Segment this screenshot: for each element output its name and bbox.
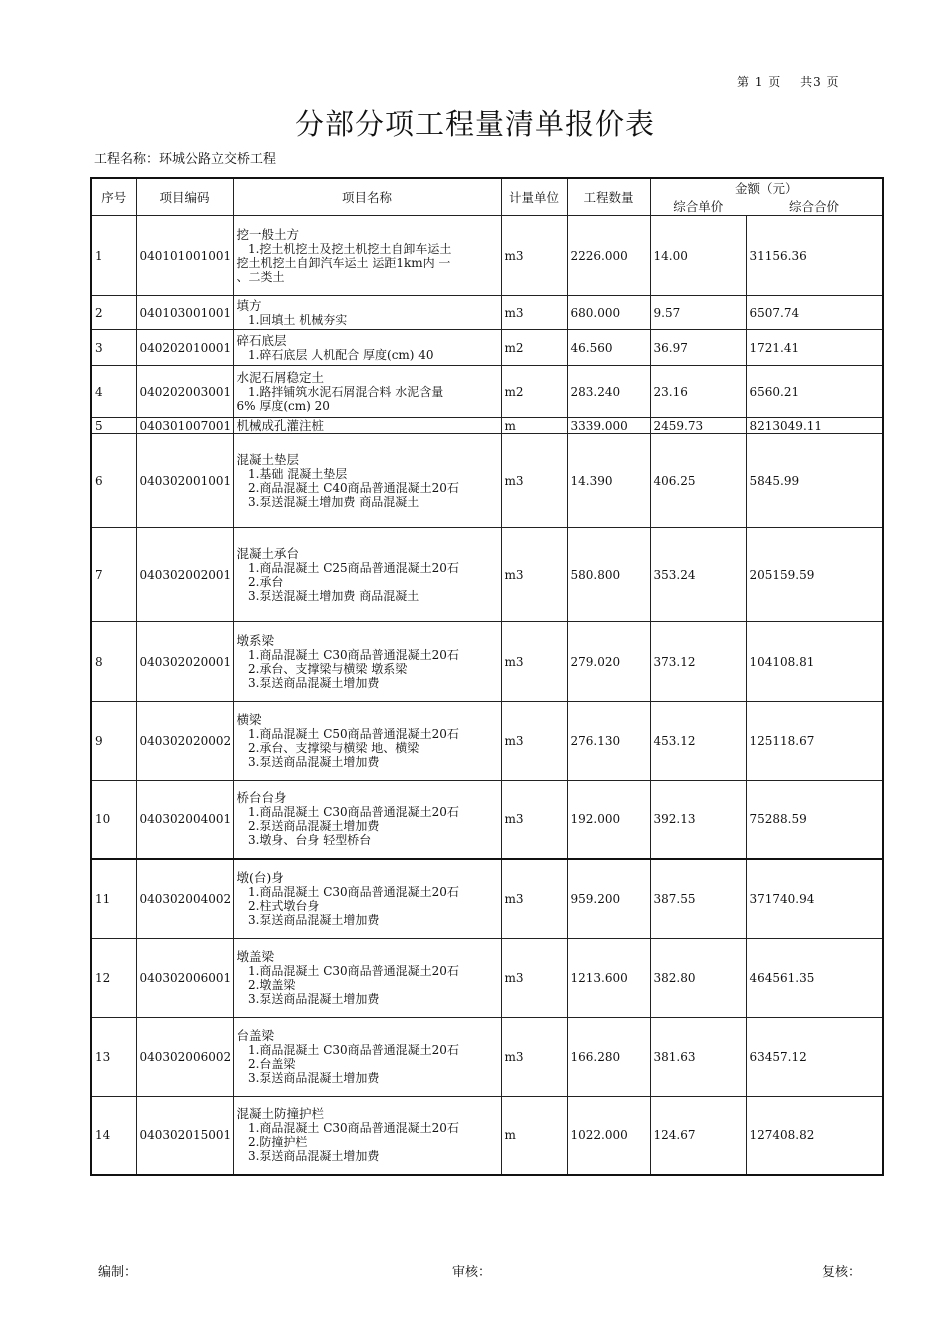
row-item-title: 墩系梁	[236, 632, 275, 648]
row-seq: 12	[91, 939, 136, 1018]
row-qty: 3339.000	[567, 418, 650, 434]
row-qty: 46.560	[567, 330, 650, 366]
row-item-name	[233, 296, 501, 330]
row-item-title: 台盖梁	[236, 1028, 275, 1043]
row-item-description: 1.挖土机挖土及挖土机挖土自卸车运土 挖土机挖土自卸汽车运土 运距1km内 一 、二类土	[236, 241, 452, 284]
table-row	[91, 622, 883, 702]
row-unit: m	[501, 418, 567, 434]
row-item-description: 1.商品混凝土 C30商品普通混凝土20石 2.防撞护栏 3.泵送商品混凝土增加费	[247, 1121, 459, 1164]
table-row	[91, 216, 883, 296]
header-row	[91, 178, 883, 197]
row-seq: 8	[91, 622, 136, 702]
row-item-description: 1.商品混凝土 C25商品普通混凝土20石 2.承台 3.泵送混凝土增加费 商品混凝土	[247, 560, 459, 603]
row-seq: 4	[91, 366, 136, 418]
row-unit-price: 373.12	[650, 622, 746, 702]
col-unit-header: 计量单位	[501, 178, 567, 216]
row-unit-price: 36.97	[650, 330, 746, 366]
row-total: 75288.59	[746, 781, 883, 859]
row-item-name	[233, 939, 501, 1018]
row-item-title: 填方	[236, 297, 262, 313]
row-item-title: 碎石底层	[236, 332, 287, 348]
row-seq: 1	[91, 216, 136, 296]
row-seq: 7	[91, 528, 136, 622]
row-total: 371740.94	[746, 859, 883, 939]
row-item-name	[233, 216, 501, 296]
row-code: 040302001001	[136, 434, 233, 528]
row-unit: m	[501, 1097, 567, 1175]
row-code: 040302004001	[136, 781, 233, 859]
row-unit-price: 353.24	[650, 528, 746, 622]
project-name: 工程名称：环城公路立交桥工程	[94, 152, 277, 167]
row-unit-price: 2459.73	[650, 418, 746, 434]
table-row	[91, 781, 883, 859]
row-unit-price: 23.16	[650, 366, 746, 418]
row-item-title: 墩盖梁	[236, 949, 275, 964]
row-unit: m2	[501, 330, 567, 366]
row-unit: m3	[501, 434, 567, 528]
row-item-description: 1.商品混凝土 C30商品普通混凝土20石 2.墩盖梁 3.泵送商品混凝土增加费	[247, 964, 459, 1006]
row-qty: 1213.600	[567, 939, 650, 1018]
page-current: 第 1 页	[737, 75, 782, 89]
row-qty: 166.280	[567, 1018, 650, 1097]
table-row	[91, 528, 883, 622]
row-item-title: 机械成孔灌注桩	[236, 417, 325, 433]
col-qty-header: 工程数量	[567, 178, 650, 216]
row-total: 125118.67	[746, 702, 883, 781]
row-unit-price: 381.63	[650, 1018, 746, 1097]
row-item-title: 水泥石屑稳定土	[236, 369, 325, 385]
table-row	[91, 859, 883, 939]
row-item-description: 1.路拌铺筑水泥石屑混合料 水泥含量 6% 厚度(cm) 20	[236, 384, 444, 413]
row-unit: m3	[501, 702, 567, 781]
row-item-description: 1.商品混凝土 C30商品普通混凝土20石 2.泵送商品混凝土增加费 3.墩身、台身 轻型桥台	[247, 805, 459, 848]
row-item-title: 墩(台)身	[236, 869, 284, 885]
row-total: 8213049.11	[746, 418, 883, 434]
col-total-header: 综合合价	[746, 197, 883, 216]
row-unit-price: 9.57	[650, 296, 746, 330]
row-qty: 279.020	[567, 622, 650, 702]
row-item-description: 1.商品混凝土 C30商品普通混凝土20石 2.承台、支撑梁与横梁 墩系梁 3.泵送商品混凝土增加费	[247, 647, 459, 690]
rechecked-by-label: 复核：	[822, 1265, 862, 1280]
row-item-name	[233, 366, 501, 418]
row-code: 040302006002	[136, 1018, 233, 1097]
row-seq: 9	[91, 702, 136, 781]
row-total: 31156.36	[746, 216, 883, 296]
row-item-name	[233, 1018, 501, 1097]
row-total: 127408.82	[746, 1097, 883, 1175]
row-item-name	[233, 418, 501, 434]
page-number	[737, 73, 854, 90]
row-item-description: 1.商品混凝土 C30商品普通混凝土20石 2.台盖梁 3.泵送商品混凝土增加费	[247, 1043, 459, 1085]
row-item-name	[233, 781, 501, 859]
row-unit: m3	[501, 859, 567, 939]
row-unit: m3	[501, 939, 567, 1018]
row-unit-price: 14.00	[650, 216, 746, 296]
row-total: 1721.41	[746, 330, 883, 366]
row-seq: 3	[91, 330, 136, 366]
table-row	[91, 330, 883, 366]
prepared-by-label: 编制：	[98, 1265, 138, 1280]
row-item-name	[233, 434, 501, 528]
row-seq: 13	[91, 1018, 136, 1097]
row-qty: 680.000	[567, 296, 650, 330]
row-seq: 11	[91, 859, 136, 939]
row-seq: 2	[91, 296, 136, 330]
row-unit-price: 387.55	[650, 859, 746, 939]
col-name-header: 项目名称	[233, 178, 501, 216]
row-unit-price: 392.13	[650, 781, 746, 859]
table-row	[91, 702, 883, 781]
table-row	[91, 296, 883, 330]
row-seq: 10	[91, 781, 136, 859]
row-total: 6507.74	[746, 296, 883, 330]
row-code: 040302004002	[136, 859, 233, 939]
row-unit: m3	[501, 216, 567, 296]
row-qty: 580.800	[567, 528, 650, 622]
row-item-name	[233, 1097, 501, 1175]
row-item-name	[233, 622, 501, 702]
table-row	[91, 418, 883, 434]
col-code-header: 项目编码	[136, 178, 233, 216]
row-code: 040301007001	[136, 418, 233, 434]
row-item-name	[233, 702, 501, 781]
row-qty: 2226.000	[567, 216, 650, 296]
row-total: 464561.35	[746, 939, 883, 1018]
table-row	[91, 434, 883, 528]
row-unit: m3	[501, 296, 567, 330]
row-unit: m2	[501, 366, 567, 418]
row-item-title: 混凝土防撞护栏	[236, 1106, 325, 1122]
row-item-title: 桥台台身	[236, 790, 287, 806]
row-item-description: 1.碎石底层 人机配合 厚度(cm) 40	[236, 347, 434, 362]
row-unit: m3	[501, 622, 567, 702]
row-unit: m3	[501, 1018, 567, 1097]
row-qty: 959.200	[567, 859, 650, 939]
row-total: 104108.81	[746, 622, 883, 702]
row-total: 63457.12	[746, 1018, 883, 1097]
row-qty: 276.130	[567, 702, 650, 781]
bill-of-quantities-table	[90, 177, 884, 1176]
row-item-description: 1.回填土 机械夯实	[236, 312, 348, 327]
row-item-title: 挖一般土方	[236, 226, 300, 242]
row-code: 040302020002	[136, 702, 233, 781]
row-item-title: 混凝土垫层	[236, 451, 300, 467]
row-seq: 5	[91, 418, 136, 434]
table-row	[91, 1097, 883, 1175]
row-code: 040103001001	[136, 296, 233, 330]
page-title: 分部分项工程量清单报价表	[294, 107, 655, 141]
row-code: 040101001001	[136, 216, 233, 296]
row-code: 040202003001	[136, 366, 233, 418]
row-seq: 14	[91, 1097, 136, 1175]
row-unit-price: 124.67	[650, 1097, 746, 1175]
col-seq-header: 序号	[91, 178, 136, 216]
row-item-title: 混凝土承台	[236, 545, 300, 561]
row-unit: m3	[501, 528, 567, 622]
row-code: 040302020001	[136, 622, 233, 702]
row-unit-price: 453.12	[650, 702, 746, 781]
row-item-name	[233, 859, 501, 939]
row-qty: 192.000	[567, 781, 650, 859]
row-unit: m3	[501, 781, 567, 859]
row-qty: 1022.000	[567, 1097, 650, 1175]
row-total: 205159.59	[746, 528, 883, 622]
row-item-name	[233, 528, 501, 622]
table-row	[91, 366, 883, 418]
table-row	[91, 1018, 883, 1097]
row-total: 5845.99	[746, 434, 883, 528]
row-code: 040202010001	[136, 330, 233, 366]
row-item-description: 1.商品混凝土 C50商品普通混凝土20石 2.承台、支撑梁与横梁 地、横梁 3.泵送商品混凝土增加费	[247, 727, 459, 769]
row-code: 040302015001	[136, 1097, 233, 1175]
row-qty: 14.390	[567, 434, 650, 528]
row-seq: 6	[91, 434, 136, 528]
row-unit-price: 406.25	[650, 434, 746, 528]
row-code: 040302002001	[136, 528, 233, 622]
row-qty: 283.240	[567, 366, 650, 418]
row-item-description: 1.基础 混凝土垫层 2.商品混凝土 C40商品普通混凝土20石 3.泵送混凝土增加费 商品混凝土	[247, 466, 459, 509]
col-amount-header: 金额（元）	[650, 178, 883, 197]
page-total: 共3 页	[800, 75, 840, 89]
row-total: 6560.21	[746, 366, 883, 418]
row-code: 040302006001	[136, 939, 233, 1018]
row-unit-price: 382.80	[650, 939, 746, 1018]
row-item-description: 1.商品混凝土 C30商品普通混凝土20石 2.柱式墩台身 3.泵送商品混凝土增加费	[247, 884, 459, 927]
reviewed-by-label: 审核：	[452, 1265, 492, 1280]
row-item-name	[233, 330, 501, 366]
table-row	[91, 939, 883, 1018]
row-item-title: 横梁	[236, 712, 262, 727]
col-unit-price-header: 综合单价	[650, 197, 746, 216]
